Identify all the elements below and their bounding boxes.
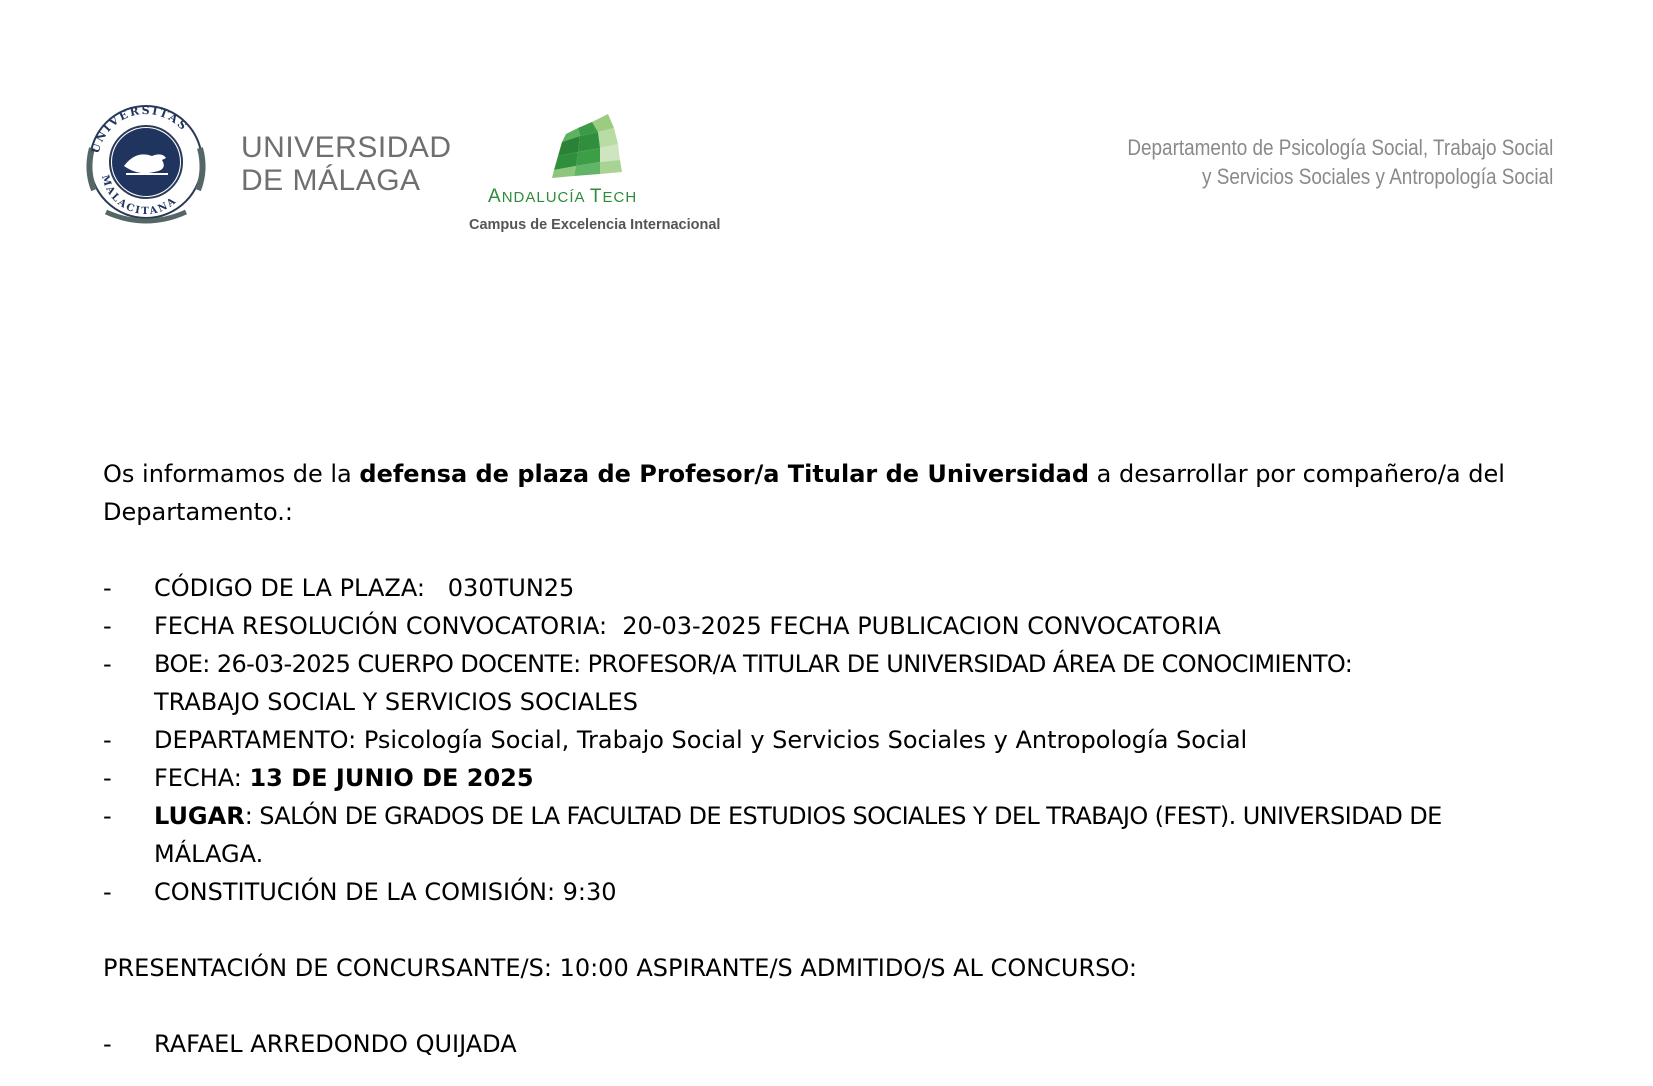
list-item-fecha-resolucion <box>103 607 1543 645</box>
item-label: FECHA: <box>154 764 250 792</box>
university-seal-logo <box>76 100 216 230</box>
presentation-line: PRESENTACIÓN DE CONCURSANTE/S: 10:00 ASPIRANTE/S ADMITIDO/S AL CONCURSO: <box>103 954 1137 982</box>
document-body <box>103 455 1543 1063</box>
item-text: FECHA RESOLUCIÓN CONVOCATORIA: 20-03-2025 FECHA PUBLICACION CONVOCATORIA <box>154 612 1221 640</box>
svg-text:MALACITANA: MALACITANA <box>99 173 180 218</box>
list-item-lugar <box>103 797 1543 873</box>
list-dash: - <box>103 878 112 906</box>
tech-rest: ECH <box>602 189 638 206</box>
department-heading <box>1127 133 1553 191</box>
list-item-boe <box>103 645 1543 721</box>
intro-line2: Departamento.: <box>103 498 293 526</box>
andalucia-tech-logo <box>548 114 646 182</box>
intro-prefix: Os informamos de la <box>103 460 360 488</box>
list-dash: - <box>103 726 112 754</box>
item-text: CONSTITUCIÓN DE LA COMISIÓN: 9:30 <box>154 878 617 906</box>
department-line1: Departamento de Psicología Social, Trabajo Social <box>1127 135 1553 160</box>
candidate-name: RAFAEL ARREDONDO QUIJADA <box>154 1030 517 1058</box>
andalucia-initial: A <box>488 186 502 207</box>
list-dash: - <box>103 802 112 830</box>
item-date: 13 DE JUNIO DE 2025 <box>249 764 534 792</box>
details-list <box>103 569 1543 911</box>
intro-suffix: a desarrollar por compañero/a del <box>1089 460 1505 488</box>
list-dash: - <box>103 1030 112 1058</box>
item-text-continuation: MÁLAGA. <box>154 840 264 868</box>
list-dash: - <box>103 612 112 640</box>
andalucia-rest: NDALUCÍA <box>501 189 590 206</box>
department-line2: y Servicios Sociales y Antropología Social <box>1201 164 1553 189</box>
andalucia-tech-wordmark <box>488 186 637 208</box>
tech-initial: T <box>589 186 603 207</box>
candidate-item <box>103 1025 1543 1063</box>
item-text: CÓDIGO DE LA PLAZA: 030TUN25 <box>154 574 575 602</box>
list-dash: - <box>103 764 112 792</box>
item-text: BOE: 26-03-2025 CUERPO DOCENTE: PROFESOR/A TITULAR DE UNIVERSIDAD ÁREA DE CONOCIMIENTO: <box>154 650 1353 678</box>
university-name-line2: DE MÁLAGA <box>241 164 421 197</box>
intro-bold: defensa de plaza de Profesor/a Titular de Universidad <box>359 460 1090 488</box>
list-item-departamento <box>103 721 1543 759</box>
university-name-line1: UNIVERSIDAD <box>241 131 452 164</box>
item-text-continuation: TRABAJO SOCIAL Y SERVICIOS SOCIALES <box>154 688 638 716</box>
item-text: : SALÓN DE GRADOS DE LA FACULTAD DE ESTUDIOS SOCIALES Y DEL TRABAJO (FEST). UNIVERSIDAD DE <box>244 802 1442 830</box>
list-item-constitucion <box>103 873 1543 911</box>
university-name <box>241 131 452 197</box>
item-label-bold: LUGAR <box>154 802 245 830</box>
list-dash: - <box>103 650 112 678</box>
campus-excelencia-text: Campus de Excelencia Internacional <box>469 217 721 233</box>
item-text: DEPARTAMENTO: Psicología Social, Trabajo Social y Servicios Sociales y Antropología Social <box>154 726 1248 754</box>
svg-text:UNIVERSITAS: UNIVERSITAS <box>88 103 191 155</box>
candidates-list <box>103 1025 1543 1063</box>
intro-paragraph <box>103 455 1543 531</box>
list-item-fecha <box>103 759 1543 797</box>
list-item-codigo <box>103 569 1543 607</box>
list-dash: - <box>103 574 112 602</box>
